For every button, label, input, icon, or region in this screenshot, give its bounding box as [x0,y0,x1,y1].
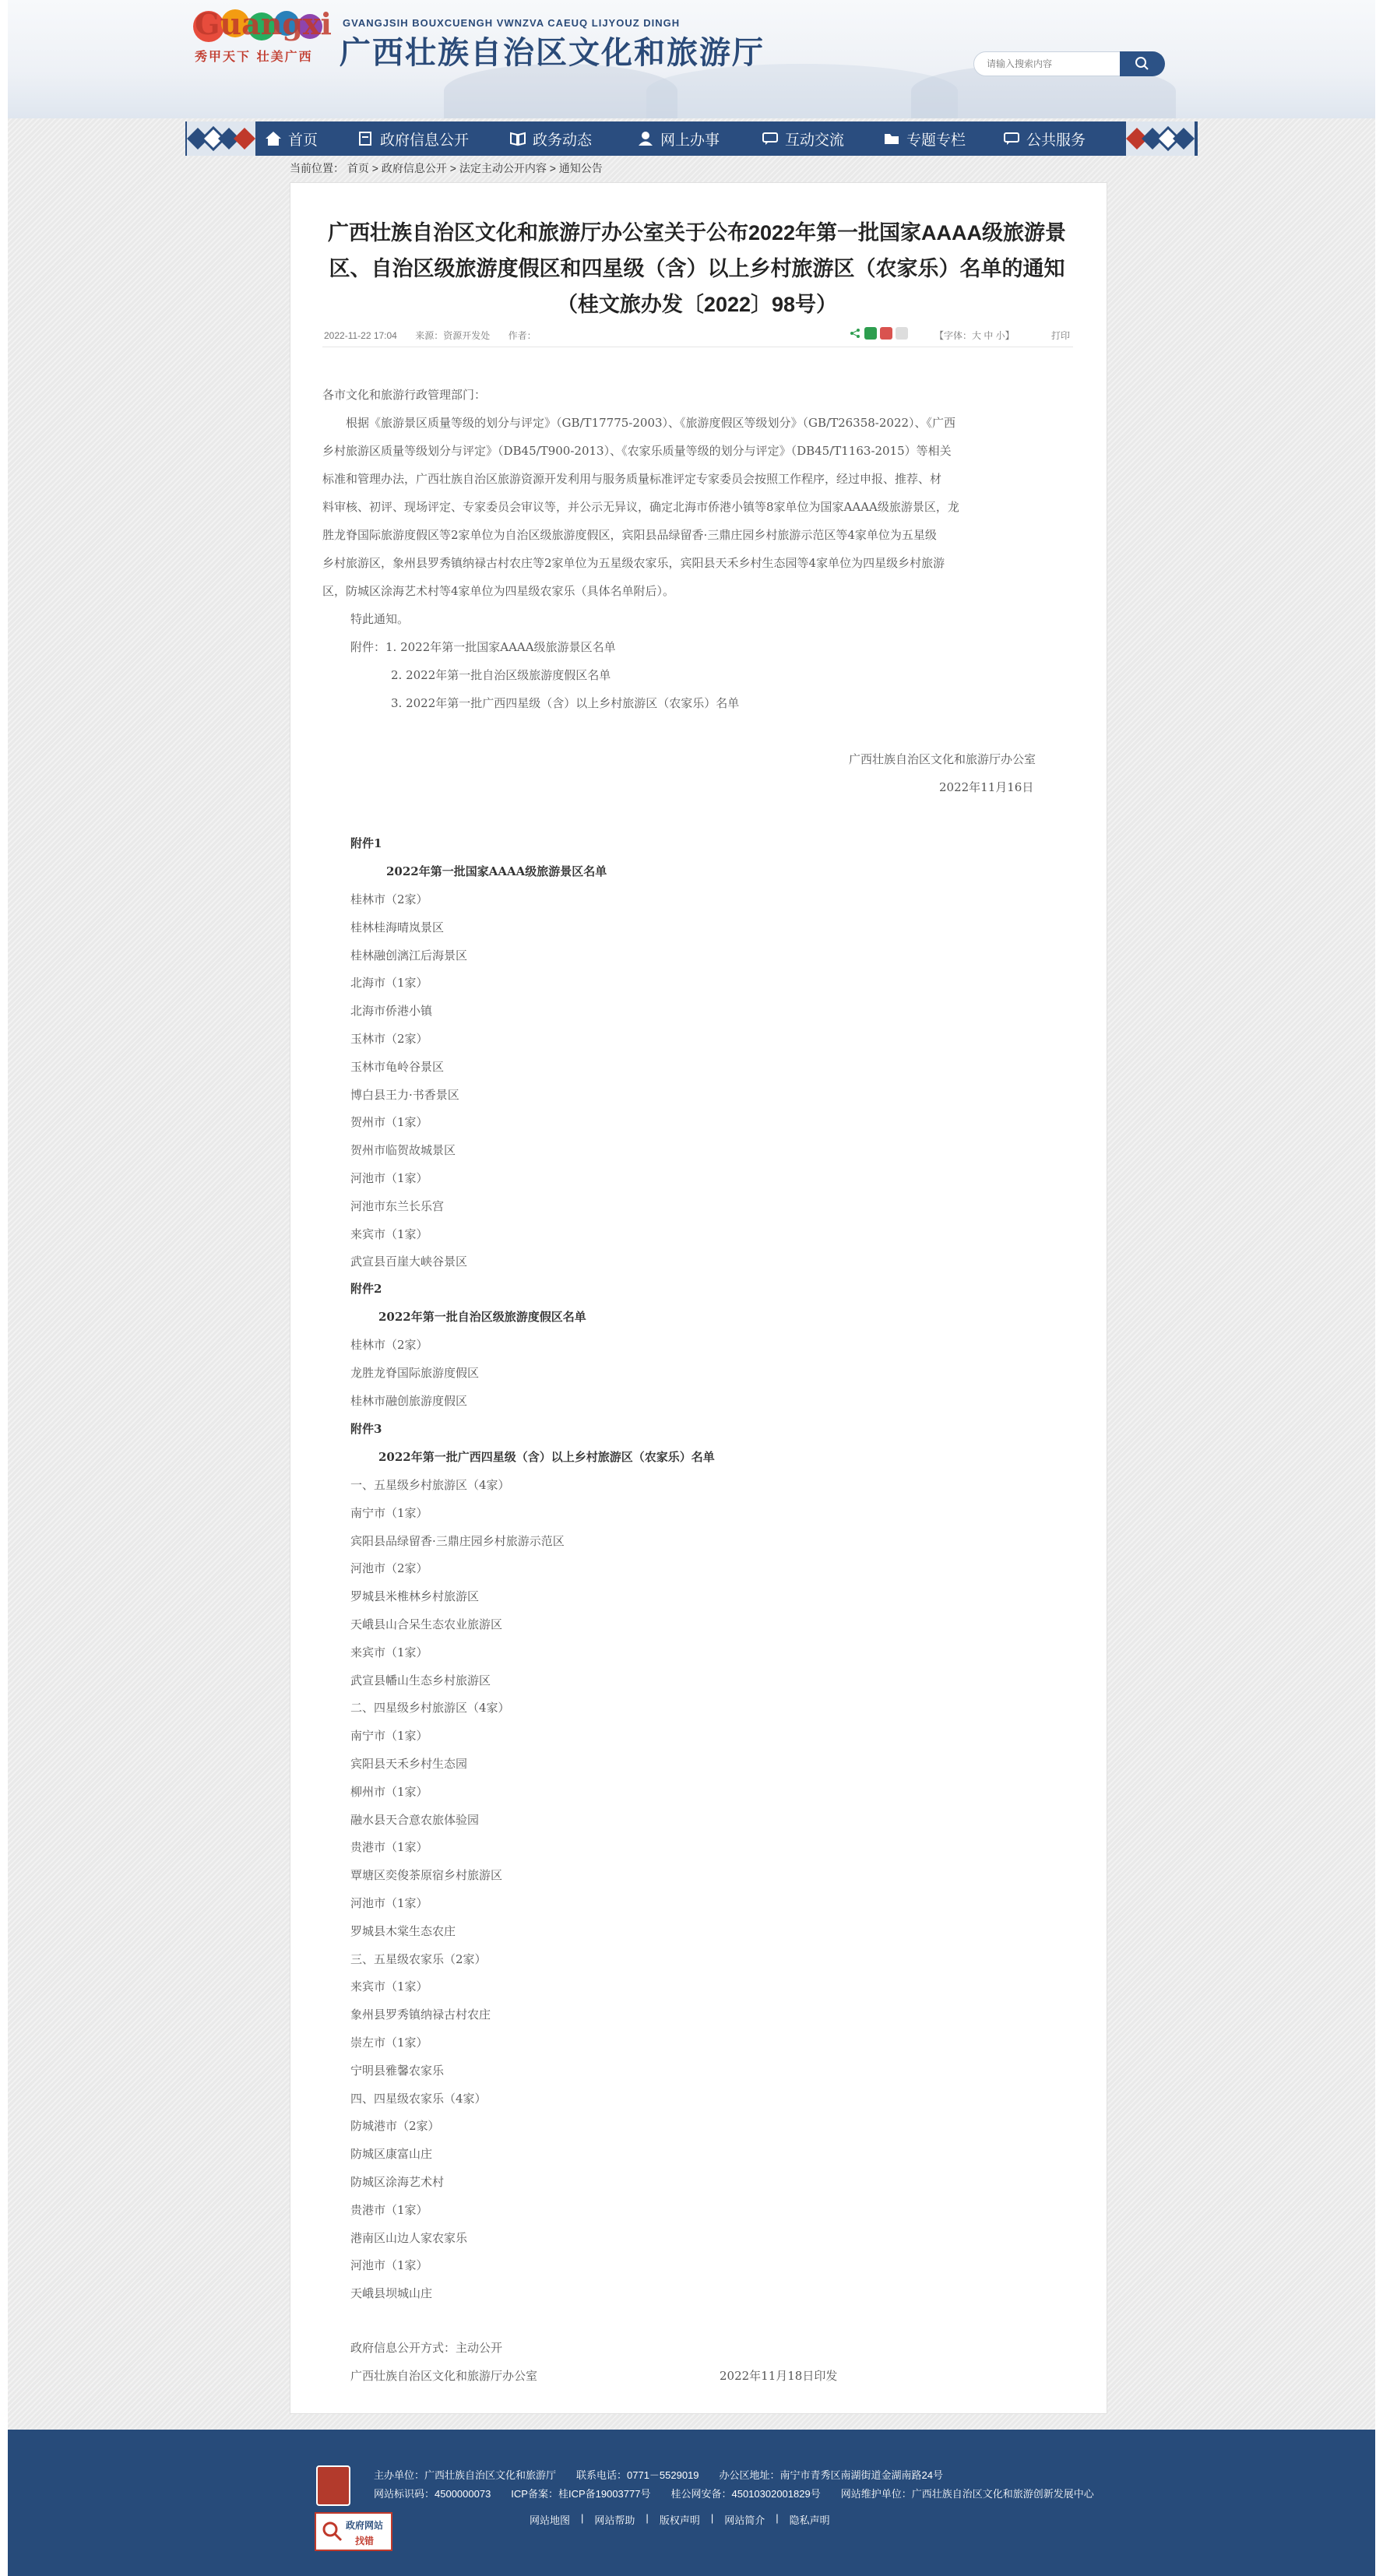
site-title[interactable]: 广西壮族自治区文化和旅游厅 [340,34,765,71]
nav-special-topics[interactable] [883,121,1003,156]
wechat-icon[interactable] [864,327,877,340]
annex-list-item: 河池市（1家） [350,2258,428,2273]
nav-gov-news[interactable] [509,121,637,156]
folder-icon [883,131,900,146]
annex-label: 附件3 [350,1422,382,1436]
annex-list-item: 柳州市（1家） [350,1784,428,1799]
annex-list-item: 桂林市（2家） [350,892,428,906]
article-card [290,182,1107,2414]
share-buttons [849,327,908,340]
footer-separator: | [710,2512,714,2524]
annex-list-item: 武宣县百崖大峡谷景区 [350,1255,468,1269]
annex-list-item: 宁明县雅馨农家乐 [350,2063,445,2078]
nav-label: 首页 [288,132,318,149]
annex-list-item: 北海市（1家） [350,976,428,991]
breadcrumb-separator: > [449,162,456,174]
annex-list-item: 桂林市融创旅游度假区 [350,1393,468,1408]
footer-link-copyright[interactable]: 版权声明 [659,2514,700,2526]
signature-date: 2022年11月16日 [939,780,1034,794]
weibo-icon[interactable] [880,327,892,340]
share-icon[interactable] [849,327,861,340]
home-icon [265,131,282,146]
annex-list-item: 二、四星级乡村旅游区（4家） [350,1701,510,1716]
search-input[interactable] [973,51,1123,76]
magnifier-icon [321,2520,344,2543]
nav-online-service[interactable] [637,121,762,156]
title-line: （桂文旅办发〔2022〕98号） [556,293,838,316]
annex-list-item: 崇左市（1家） [350,2036,428,2050]
annex-list-item: 桂林桂海晴岚景区 [350,920,445,934]
annex-list-item: 天峨县山合呆生态农业旅游区 [350,1617,503,1631]
print-link[interactable]: 打印 [1050,330,1070,341]
annex-list-item: 河池市（2家） [350,1561,428,1576]
footer-separator: | [776,2512,779,2524]
annex-list-item: 博白县王力·书香景区 [350,1087,459,1102]
nav-label: 网上办事 [660,132,720,149]
body-line: 胜龙脊国际旅游度假区等2家单位为自治区级旅游度假区，宾阳县品绿留香·三鼎庄园乡村旅游示范区等4家单位为五星级 [322,528,937,542]
annex-list-item: 防城港市（2家） [350,2119,440,2134]
nav-gov-info[interactable] [357,121,509,156]
annex-label: 附件2 [350,1282,382,1296]
font-size-switcher[interactable]: 【字体：大 中 小】 [934,330,1015,341]
annex-list-item: 三、五星级农家乐（2家） [350,1951,487,1966]
disclosure-method: 政府信息公开方式：主动公开 [350,2341,503,2355]
annex-list-item: 武宣县幡山生态乡村旅游区 [350,1673,491,1687]
nav-label: 互动交流 [785,132,845,149]
footer-link-help[interactable]: 网站帮助 [594,2514,635,2526]
footer-link-privacy[interactable]: 隐私声明 [789,2514,830,2526]
article-meta-bar [322,324,1073,347]
signature-org: 广西壮族自治区文化和旅游厅办公室 [849,752,1036,766]
gov-site-error-badge[interactable] [315,2512,392,2551]
footer-separator: | [646,2512,649,2524]
badge-text: 找错 [355,2536,375,2546]
annex-list-item: 桂林市（2家） [350,1338,428,1352]
nav-home[interactable] [265,121,357,156]
annex-list-item: 北海市侨港小镇 [350,1004,433,1019]
body-line: 标准和管理办法，广西壮族自治区旅游资源开发利用与服务质量标准评定专家委员会按照工作程序，经过申报、推荐、材 [322,472,942,486]
search-box [973,51,1165,76]
annex-list-item: 贵港市（1家） [350,1840,428,1855]
annex-list-item: 南宁市（1家） [350,1505,428,1520]
annex-list-item: 河池市东兰长乐宫 [350,1198,445,1213]
footer-link-about[interactable]: 网站简介 [724,2514,765,2526]
article-author: 作者： [508,330,537,341]
annex-list-item: 象州县罗秀镇纳禄古村农庄 [350,2008,491,2022]
main-nav [265,121,1120,156]
publish-date: 2022-11-22 17:04 [324,330,397,341]
issue-date: 2022年11月18日印发 [720,2369,838,2383]
chat-icon [762,131,779,146]
special-notice: 特此通知。 [350,612,410,626]
party-emblem-icon [316,2465,350,2506]
site-english-title: GVANGJSIH BOUXCUENGH VWNZVA CAEUQ LIJYOUZ DINGH [343,17,681,29]
breadcrumb-link-home[interactable]: 首页 [347,162,369,174]
body-line: 区，防城区涂海艺术村等4家单位为四星级农家乐（具体名单附后）。 [322,584,675,598]
annex-list-item: 南宁市（1家） [350,1729,428,1744]
article-meta [324,329,552,342]
service-icon [1003,131,1020,146]
annex-list-item: 贵港市（1家） [350,2202,428,2217]
breadcrumb [290,160,603,176]
annex-list-item: 玉林市（2家） [350,1032,428,1046]
footer-registration-info: 网站标识码：4500000073 ICP备案：桂ICP备19003777号 桂公网安备：45010302001829号 网站维护单位：广西壮族自治区文化和旅游创新发展中心 [374,2488,1094,2500]
annex-list-item: 四、四星级农家乐（4家） [350,2091,487,2106]
body-line: 乡村旅游区质量等级划分与评定》（DB45/T900-2013）、《农家乐质量等级的划分与评定》（DB45/T1163-2015）等相关 [322,444,952,458]
title-line: 广西壮族自治区文化和旅游厅办公室关于公布2022年第一批国家AAAA级旅游景 [327,221,1067,245]
nav-interaction[interactable] [762,121,883,156]
annex-list-item: 河池市（1家） [350,1171,428,1185]
badge-text: 政府网站 [346,2520,384,2531]
nav-public-service[interactable] [1003,121,1120,156]
site-logo[interactable] [187,3,343,81]
body-line: 乡村旅游区，象州县罗秀镇纳禄古村农庄等2家单位为五星级农家乐，宾阳县天禾乡村生态园等4家单位为四星级乡村旅游 [322,556,945,570]
body-line: 料审核、初评、现场评定、专家委员会审议等，并公示无异议，确定北海市侨港小镇等8家单位为国家AAAA级旅游景区，龙 [322,500,959,514]
breadcrumb-link-gov-info[interactable]: 政府信息公开 [381,162,447,174]
annex-list-item: 罗城县米椎林乡村旅游区 [350,1589,480,1604]
annex-title: 2022年第一批国家AAAA级旅游景区名单 [386,864,607,878]
footer-sponsor-info: 主办单位：广西壮族自治区文化和旅游厅 联系电话：0771－5529019 办公区地址：南宁市青秀区南湖街道金湖南路24号 [374,2469,943,2481]
body-line: 根据《旅游景区质量等级的划分与评定》（GB/T17775-2003）、《旅游度假区等级划分》（GB/T26358-2022）、《广西 [346,416,956,430]
nav-label: 专题专栏 [906,132,966,149]
search-button[interactable] [1120,51,1165,76]
annex-list-item: 来宾市（1家） [350,1980,428,1994]
annex-list-item: 覃塘区奕俊茶原宿乡村旅游区 [350,1868,503,1883]
site-footer [8,2430,1375,2576]
nav-label: 公共服务 [1026,132,1086,149]
annex-title: 2022年第一批自治区级旅游度假区名单 [378,1310,586,1324]
book-icon [509,131,526,146]
annex-list-item: 贺州市临贺故城景区 [350,1143,456,1158]
annex-title: 2022年第一批广西四星级（含）以上乡村旅游区（农家乐）名单 [378,1450,715,1464]
annex-label: 附件1 [350,836,382,850]
annex-list-item: 来宾市（1家） [350,1645,428,1659]
annex-list-item: 贺州市（1家） [350,1115,428,1130]
annex-list-item: 融水县天合意农旅体验园 [350,1812,480,1827]
salutation: 各市文化和旅游行政管理部门： [322,388,487,402]
breadcrumb-link-statutory[interactable]: 法定主动公开内容 [459,162,547,174]
footer-separator: | [581,2512,584,2524]
annex-list-item: 河池市（1家） [350,1896,428,1910]
nav-label: 政务动态 [533,132,593,149]
attachment-item[interactable]: 3. 2022年第一批广西四星级（含）以上乡村旅游区（农家乐）名单 [391,696,740,710]
annex-list-item: 一、五星级乡村旅游区（4家） [350,1478,510,1492]
article-source: 来源：资源开发处 [415,330,491,341]
annex-list-item: 桂林融创漓江后海景区 [350,948,468,962]
annex-list-item: 天峨县坝城山庄 [350,2286,433,2301]
breadcrumb-separator: > [371,162,378,174]
nav-ornament-left [187,121,265,156]
annex-list-item: 防城区涂海艺术村 [350,2175,445,2189]
document-icon [357,131,374,146]
footer-links [530,2512,830,2527]
annex-list-item: 宾阳县品绿留香·三鼎庄园乡村旅游示范区 [350,1533,565,1548]
logo-slogan: 秀甲天下 壮美广西 [195,49,313,64]
annex-list-item: 来宾市（1家） [350,1226,428,1241]
annex-list-item: 防城区康富山庄 [350,2147,433,2162]
issuer: 广西壮族自治区文化和旅游厅办公室 [350,2369,538,2383]
nav-label: 政府信息公开 [380,132,470,149]
search-icon [1120,51,1165,76]
annex-list-item: 龙胜龙脊国际旅游度假区 [350,1365,480,1380]
annex-list-item: 港南区山边人家农家乐 [350,2230,468,2245]
breadcrumb-prefix: 当前位置： [290,162,344,174]
breadcrumb-separator: > [549,162,556,174]
breadcrumb-link-notices[interactable]: 通知公告 [558,162,603,174]
annex-list-item: 宾阳县天禾乡村生态园 [350,1757,468,1771]
article-title [311,215,1082,322]
more-icon[interactable] [896,327,908,340]
footer-link-sitemap[interactable]: 网站地图 [530,2514,571,2526]
svg-text:Guangxi: Guangxi [195,6,332,41]
annex-list-item: 罗城县木棠生态农庄 [350,1923,456,1938]
annex-list-item: 玉林市龟岭谷景区 [350,1059,445,1074]
title-line: 区、自治区级旅游度假区和四星级（含）以上乡村旅游区（农家乐）名单的通知 [329,257,1065,280]
attachment-item[interactable]: 附件：1. 2022年第一批国家AAAA级旅游景区名单 [350,640,616,654]
nav-ornament-right [1117,121,1195,156]
attachment-item[interactable]: 2. 2022年第一批自治区级旅游度假区名单 [391,668,611,682]
user-icon [637,131,654,146]
